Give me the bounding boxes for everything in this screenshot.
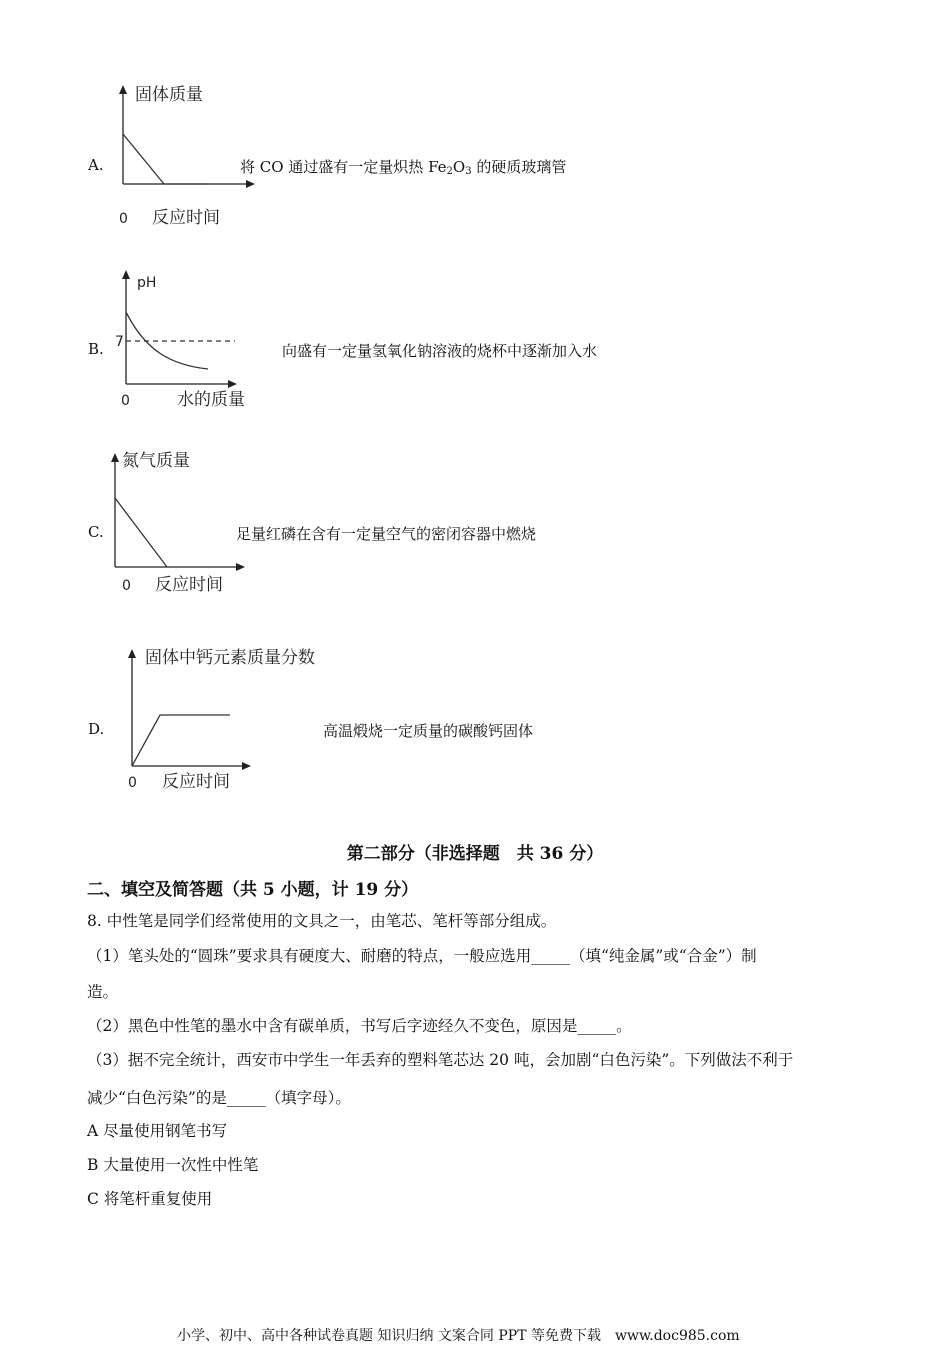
graph-curve [115, 498, 167, 567]
question-2: （2）黑色中性笔的墨水中含有碳单质，书写后字迹经久不变色，原因是_____。 [87, 1017, 632, 1035]
option-d-letter: D. [88, 720, 105, 738]
x-axis-arrow [246, 180, 255, 188]
option-b-graph [100, 265, 260, 415]
graph-curve [132, 715, 230, 766]
y-axis-label: 固体质量 [135, 85, 203, 105]
question-1-line2: 造。 [87, 983, 119, 1001]
footer-text: 小学、初中、高中各种试卷真题 知识归纳 文案合同 PPT 等免费下载 www.doc985.com [177, 1328, 740, 1344]
y-axis-arrow [111, 453, 119, 462]
option-a-graph [100, 80, 260, 230]
x-axis-label: 反应时间 [155, 575, 223, 595]
option-d-description: 高温煅烧一定质量的碳酸钙固体 [323, 722, 534, 740]
y-axis-arrow [122, 270, 130, 279]
x-axis-arrow [236, 563, 245, 571]
origin-label: 0 [119, 211, 128, 227]
origin-label: 0 [122, 578, 131, 594]
question-intro: 8. 中性笔是同学们经常使用的文具之一，由笔芯、笔杆等部分组成。 [87, 912, 557, 930]
ref-value-label: 7 [115, 334, 124, 350]
question-3-line2: 减少“白色污染”的是_____（填字母）。 [87, 1089, 351, 1107]
choice-b: B 大量使用一次性中性笔 [87, 1156, 259, 1174]
y-axis-arrow [119, 85, 127, 94]
graph-curve [123, 134, 208, 184]
x-axis-label: 水的质量 [177, 390, 245, 410]
option-c-letter: C. [88, 523, 104, 541]
option-a-letter: A. [88, 156, 104, 174]
origin-label: 0 [128, 775, 137, 791]
x-axis-label: 反应时间 [162, 772, 230, 792]
question-1-line1: （1）笔头处的“圆珠”要求具有硬度大、耐磨的特点，一般应选用_____（填“纯金属”或“合金”）制 [87, 947, 757, 965]
x-axis-arrow [242, 762, 251, 770]
question-3-line1: （3）据不完全统计，西安市中学生一年丢弃的塑料笔芯达 20 吨，会加剧“白色污染”。下列做法不利于 [87, 1051, 794, 1069]
x-axis-arrow [228, 380, 237, 388]
y-axis-arrow [128, 649, 136, 658]
choice-a: A 尽量使用钢笔书写 [87, 1122, 228, 1140]
part-title: 第二部分（非选择题 共 36 分） [346, 844, 604, 864]
choice-c: C 将笔杆重复使用 [87, 1190, 213, 1208]
option-a-description: 将 CO 通过盛有一定量炽热 $Fe_2O_3$ 的硬质玻璃管 [240, 158, 567, 177]
option-c-description: 足量红磷在含有一定量空气的密闭容器中燃烧 [236, 525, 537, 543]
y-axis-label: 固体中钙元素质量分数 [145, 648, 315, 668]
y-axis-label: pH [137, 275, 157, 291]
option-b-description: 向盛有一定量氢氧化钠溶液的烧杯中逐渐加入水 [282, 342, 598, 360]
option-d-graph [100, 642, 340, 802]
option-b-letter: B. [88, 340, 104, 358]
section-title: 二、填空及简答题（共 5 小题，计 19 分） [87, 880, 419, 900]
x-axis-label: 反应时间 [152, 208, 220, 228]
origin-label: 0 [121, 393, 130, 409]
y-axis-label: 氮气质量 [122, 451, 190, 471]
